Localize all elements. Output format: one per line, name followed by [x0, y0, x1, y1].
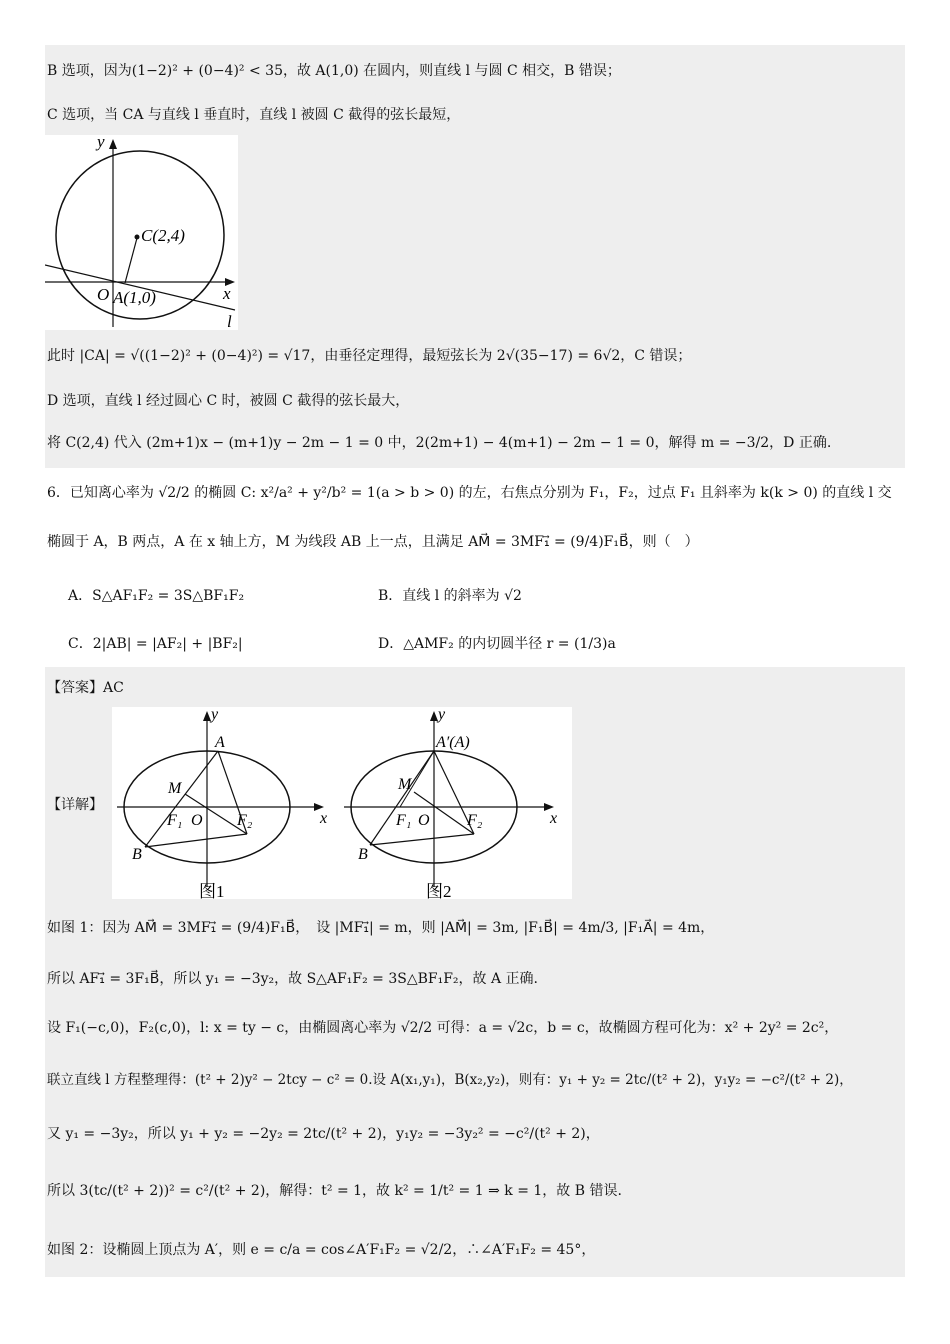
label-o: O	[97, 285, 110, 304]
fig1-label-b: B	[132, 846, 142, 863]
fig1-label-o: O	[191, 812, 203, 829]
label-x: x	[223, 284, 231, 303]
solution-c-calc: 此时 |CA| = √((1−2)² + (0−4)²) = √17，由垂径定理得，最短弦长为 2√(35−17) = 6√2，C 错误；	[47, 348, 692, 364]
figure-ellipses-svg	[112, 707, 572, 899]
fig1-label-m: M	[168, 780, 182, 797]
fig2-label-m: M	[398, 776, 412, 793]
figure-circle-svg	[45, 135, 238, 330]
fig1-label-x: x	[320, 810, 328, 827]
figure-ellipses	[112, 707, 572, 899]
label-a: A(1,0)	[113, 288, 156, 307]
solution-d-calc: 将 C(2,4) 代入 (2m+1)x − (m+1)y − 2m − 1 = 0 中，2(2m+1) − 4(m+1) − 2m − 1 = 0，解得 m = −3/2，D 正确.	[47, 435, 832, 451]
detail-line-5: 又 y₁ = −3y₂，所以 y₁ + y₂ = −2y₂ = 2tc/(t² + 2)，y₁y₂ = −3y₂² = −c²/(t² + 2)，	[47, 1126, 600, 1142]
figure-1	[117, 707, 327, 899]
point-c	[135, 235, 140, 240]
fig1-y-axis-arrow	[203, 711, 211, 721]
fig1-label-f1: F₁	[167, 812, 183, 829]
fig1-caption: 图1	[199, 882, 225, 899]
fig2-label-a: A′(A)	[436, 734, 470, 751]
fig2-label-x: x	[550, 810, 558, 827]
detail-label: 【详解】	[47, 797, 103, 813]
solution-b-option: B 选项，因为(1−2)² + (0−4)² < 35，故 A(1,0) 在圆内，则直线 l 与圆 C 相交，B 错误；	[47, 63, 621, 79]
label-l: l	[227, 312, 232, 330]
detail-line-1: 如图 1：因为 AM⃗ = 3MF₁⃗ = (9/4)F₁B⃗， 设 |MF₁⃗| = m，则 |AM⃗| = 3m, |F₁B⃗| = 4m/3, |F₁A⃗| = 4m，	[47, 920, 715, 936]
solution-d-option: D 选项，直线 l 经过圆心 C 时，被圆 C 截得的弦长最大，	[47, 393, 410, 409]
fig1-segment-bf2	[145, 834, 247, 847]
label-y: y	[97, 135, 105, 151]
solution-c-option: C 选项，当 CA 与直线 l 垂直时，直线 l 被圆 C 截得的弦长最短，	[47, 107, 461, 123]
detail-line-2: 所以 AF₁⃗ = 3F₁B⃗，所以 y₁ = −3y₂，故 S△AF₁F₂ = 3S△BF₁F₂，故 A 正确.	[47, 971, 538, 987]
detail-line-3: 设 F₁(−c,0)，F₂(c,0)，l: x = ty − c，由椭圆离心率为 √2/2 可得：a = √2c，b = c，故椭圆方程可化为：x² + 2y² = 2c²，	[47, 1020, 839, 1036]
detail-line-6: 所以 3(tc/(t² + 2))² = c²/(t² + 2)，解得：t² = 1，故 k² = 1/t² = 1 ⇒ k = 1，故 B 错误.	[47, 1183, 622, 1199]
figure-2	[344, 707, 557, 899]
fig1-label-y: y	[211, 707, 219, 723]
fig2-label-y: y	[438, 707, 446, 723]
fig2-label-f1: F₁	[396, 812, 412, 829]
label-c: C(2,4)	[141, 226, 185, 245]
fig2-label-o: O	[418, 812, 430, 829]
detail-line-4: 联立直线 l 方程整理得：(t² + 2)y² − 2tcy − c² = 0.设 A(x₁,y₁)，B(x₂,y₂)，则有：y₁ + y₂ = 2tc/(t² + 2)，y₁y₂ = −c²/(t² + 2)，	[47, 1072, 853, 1088]
fig2-label-b: B	[358, 846, 368, 863]
fig1-label-f2: F₂	[237, 812, 253, 829]
figure-circle	[45, 135, 238, 330]
fig2-label-f2: F₂	[467, 812, 483, 829]
fig2-segment-bf2	[370, 834, 474, 845]
segment-ca	[125, 238, 137, 283]
answer-label: 【答案】AC	[47, 680, 124, 696]
y-axis-arrow	[109, 139, 117, 149]
fig1-label-a: A	[215, 734, 225, 751]
question6-stem-line2: 椭圆于 A，B 两点，A 在 x 轴上方，M 为线段 AB 上一点，且满足 AM⃗ = 3MF₁⃗ = (9/4)F₁B⃗，则（ ）	[47, 534, 699, 550]
question6-stem-line1: 6．已知离心率为 √2/2 的椭圆 C: x²/a² + y²/b² = 1(a > b > 0) 的左，右焦点分别为 F₁，F₂，过点 F₁ 且斜率为 k(k > 0) 的直线 l 交	[47, 485, 892, 501]
option-b: B．直线 l 的斜率为 √2	[378, 588, 522, 604]
fig2-caption: 图2	[426, 882, 452, 899]
option-a: A．S△AF₁F₂ = 3S△BF₁F₂	[68, 588, 245, 604]
option-d: D．△AMF₂ 的内切圆半径 r = (1/3)a	[378, 636, 616, 652]
detail-line-7: 如图 2：设椭圆上顶点为 A′，则 e = c/a = cos∠A′F₁F₂ = √2/2，∴∠A′F₁F₂ = 45°，	[47, 1242, 596, 1258]
option-c: C．2|AB| = |AF₂| + |BF₂|	[68, 636, 243, 652]
fig2-y-axis-arrow	[430, 711, 438, 721]
